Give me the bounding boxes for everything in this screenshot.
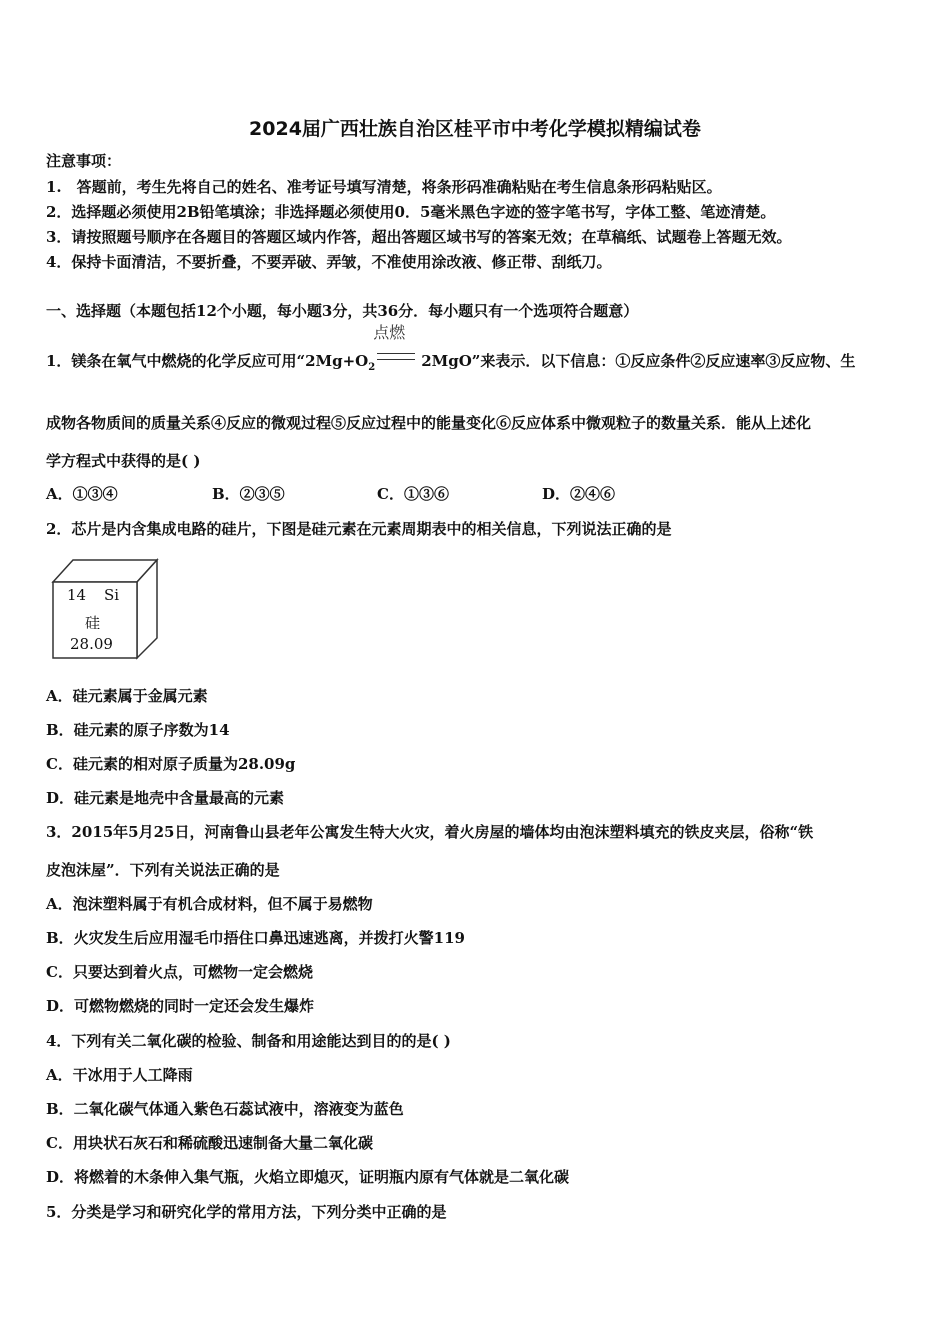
- q1-option-c[interactable]: C．①③⑥: [377, 485, 449, 503]
- atomic-mass: 28.09: [70, 635, 113, 653]
- q1-option-d[interactable]: D．②④⑥: [542, 485, 616, 503]
- question-3-line-2: 皮泡沫屋”．下列有关说法正确的是: [46, 861, 280, 879]
- q1-option-a[interactable]: A．①③④: [46, 485, 118, 503]
- atomic-number: 14: [67, 586, 87, 604]
- q2-option-a[interactable]: A．硅元素属于金属元素: [46, 687, 208, 705]
- q3-option-b[interactable]: B．火灾发生后应用湿毛巾捂住口鼻迅速逃离，并拨打火警119: [46, 929, 465, 947]
- question-1-line-2: 成物各物质间的质量关系④反应的微观过程⑤反应过程中的能量变化⑥反应体系中微观粒子的数量关系．能从上述化: [46, 414, 812, 432]
- question-5-stem: 5．分类是学习和研究化学的常用方法，下列分类中正确的是: [46, 1203, 447, 1221]
- reaction-arrow: [373, 323, 421, 371]
- q4-option-c[interactable]: C．用块状石灰石和稀硫酸迅速制备大量二氧化碳: [46, 1134, 373, 1152]
- q1-prefix: 1．镁条在氧气中燃烧的化学反应可用“2Mg+O: [46, 352, 369, 370]
- page-title: 2024届广西壮族自治区桂平市中考化学模拟精编试卷: [249, 118, 701, 140]
- reaction-condition: 点燃: [373, 323, 406, 342]
- question-1-line-3: 学方程式中获得的是( ): [46, 452, 201, 470]
- notice-item: 3．请按照题号顺序在各题目的答题区域内作答，超出答题区域书写的答案无效；在草稿纸、试题卷上答题无效。: [46, 228, 792, 246]
- q1-product: 2MgO”来表示．以下信息：①反应条件②反应速率③反应物、生: [421, 352, 856, 370]
- element-name: 硅: [85, 614, 101, 632]
- q1-option-b[interactable]: B．②③⑤: [212, 485, 285, 503]
- notice-item: 1. 答题前，考生先将自己的姓名、准考证号填写清楚，将条形码准确粘贴在考生信息条形码粘贴区。: [46, 178, 722, 196]
- q3-option-c[interactable]: C．只要达到着火点，可燃物一定会燃烧: [46, 963, 313, 981]
- question-1-line-1: [46, 323, 856, 378]
- q4-option-d[interactable]: D．将燃着的木条伸入集气瓶，火焰立即熄灭，证明瓶内原有气体就是二氧化碳: [46, 1168, 570, 1186]
- q2-option-b[interactable]: B．硅元素的原子序数为14: [46, 721, 230, 739]
- periodic-table-cell: [47, 556, 163, 666]
- q2-option-d[interactable]: D．硅元素是地壳中含量最高的元素: [46, 789, 285, 807]
- question-3-line-1: 3．2015年5月25日，河南鲁山县老年公寓发生特大火灾，着火房屋的墙体均由泡沫塑料填充的铁皮夹层，俗称“铁: [46, 823, 814, 841]
- q3-option-d[interactable]: D．可燃物燃烧的同时一定还会发生爆炸: [46, 997, 315, 1015]
- element-symbol: Si: [104, 586, 120, 604]
- q4-option-a[interactable]: A．干冰用于人工降雨: [46, 1066, 193, 1084]
- notice-heading: 注意事项：: [46, 152, 122, 170]
- q4-option-b[interactable]: B．二氧化碳气体通入紫色石蕊试液中，溶液变为蓝色: [46, 1100, 404, 1118]
- question-2-stem: 2．芯片是内含集成电路的硅片，下图是硅元素在元素周期表中的相关信息，下列说法正确的是: [46, 520, 672, 538]
- q3-option-a[interactable]: A．泡沫塑料属于有机合成材料，但不属于易燃物: [46, 895, 373, 913]
- notice-item: 2．选择题必须使用2B铅笔填涂；非选择题必须使用0．5毫米黑色字迹的签字笔书写，字体工整、笔迹清楚。: [46, 203, 776, 221]
- q2-option-c[interactable]: C．硅元素的相对原子质量为28.09g: [46, 755, 296, 773]
- notice-item: 4．保持卡面清洁，不要折叠，不要弄破、弄皱，不准使用涂改液、修正带、刮纸刀。: [46, 253, 612, 271]
- question-4-stem: 4．下列有关二氧化碳的检验、制备和用途能达到目的的是( ): [46, 1032, 451, 1050]
- q1-subscript: 2: [368, 362, 376, 373]
- section-heading: 一、选择题（本题包括12个小题，每小题3分，共36分．每小题只有一个选项符合题意）: [46, 302, 639, 320]
- equals-sign-icon: [377, 353, 415, 360]
